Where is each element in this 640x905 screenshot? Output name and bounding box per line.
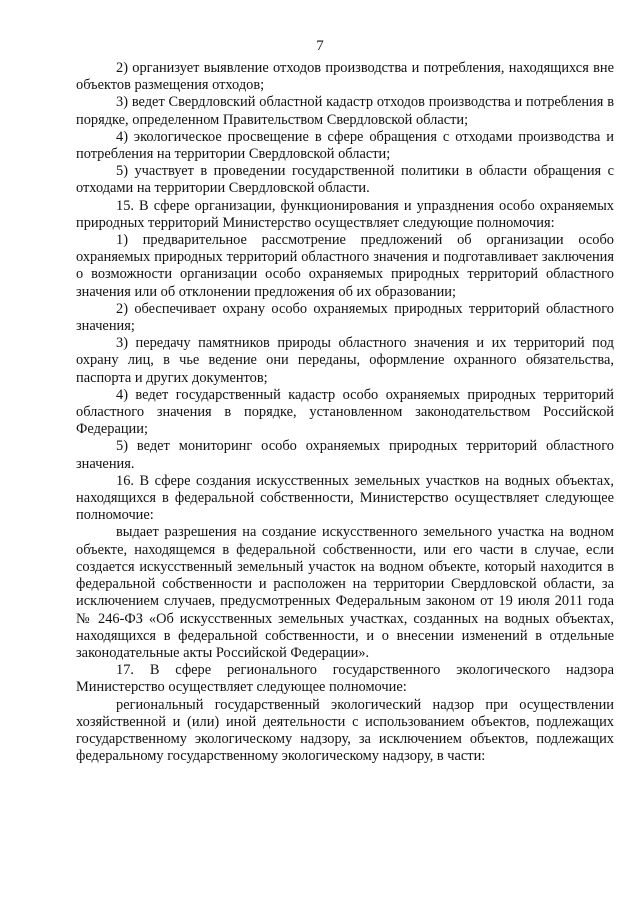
paragraph-15-1-proposals: 1) предварительное рассмотрение предложений об организации особо охраняемых природных территорий областного значения и подготавливает заключения о возможности организации особо охраняемых природных территорий областного значения или об отклонении предложения об их образовании;: [76, 232, 614, 300]
paragraph-4-education: 4) экологическое просвещение в сфере обращения с отходами производства и потребления на территории Свердловской области;: [76, 128, 614, 163]
page-number: 7: [316, 38, 324, 54]
paragraph-5-policy: 5) участвует в проведении государственной политики в области обращения с отходами на территории Свердловской области.: [76, 163, 614, 197]
paragraph-15-2-protection: 2) обеспечивает охрану особо охраняемых природных территорий областного значения;: [76, 300, 614, 335]
paragraph-3-cadastre: 3) ведет Свердловский областной кадастр отходов производства и потребления в порядке, определенном Правительством Свердловской области;: [76, 94, 614, 128]
paragraph-16-artificial-land: 16. В сфере создания искусственных земельных участков на водных объектах, находящихся в федеральной собственности, Министерство осуществляет следующее полномочие:: [76, 472, 614, 524]
paragraph-16-permits: выдает разрешения на создание искусственного земельного участка на водном объекте, находящемся в федеральной собственности, или его части в случае, если создается искусственный земельный участок на водном объекте, который находится в федеральной собственности и расположен на территории Свердловской области, за исключением случаев, предусмотренных Федеральным законом от 19 июля 2011 года № 246-ФЗ «Об искусственных земельных участках, созданных на водных объектах, находящихся в федеральной собственности, и о внесении изменений в отдельные законодательные акты Российской Федерации».: [76, 524, 614, 661]
paragraph-15-3-monuments: 3) передачу памятников природы областного значения и их территорий под охрану лиц, в чье ведение они переданы, оформление охранного обязательства, паспорта и других документов;: [76, 335, 614, 386]
paragraph-15-5-monitoring: 5) ведет мониторинг особо охраняемых природных территорий областного значения.: [76, 438, 614, 472]
paragraph-15-4-cadastre: 4) ведет государственный кадастр особо охраняемых природных территорий областного значения в порядке, установленном законодательством Российской Федерации;: [76, 386, 614, 438]
paragraph-17-regional-supervision: региональный государственный экологический надзор при осуществлении хозяйственной и (или) иной деятельности с использованием объектов, подлежащих государственному экологическому надзору, за исключением объектов, подлежащих федеральному государственному экологическому надзору, в части:: [76, 696, 614, 765]
paragraph-17-supervision: 17. В сфере регионального государственного экологического надзора Министерство осуществляет следующее полномочие:: [76, 662, 614, 696]
paragraph-15-protected-areas: 15. В сфере организации, функционирования и упразднения особо охраняемых природных территорий Министерство осуществляет следующие полномочия:: [76, 197, 614, 231]
document-body: [76, 60, 614, 765]
paragraph-2-organizes: 2) организует выявление отходов производства и потребления, находящихся вне объектов размещения отходов;: [76, 60, 614, 94]
